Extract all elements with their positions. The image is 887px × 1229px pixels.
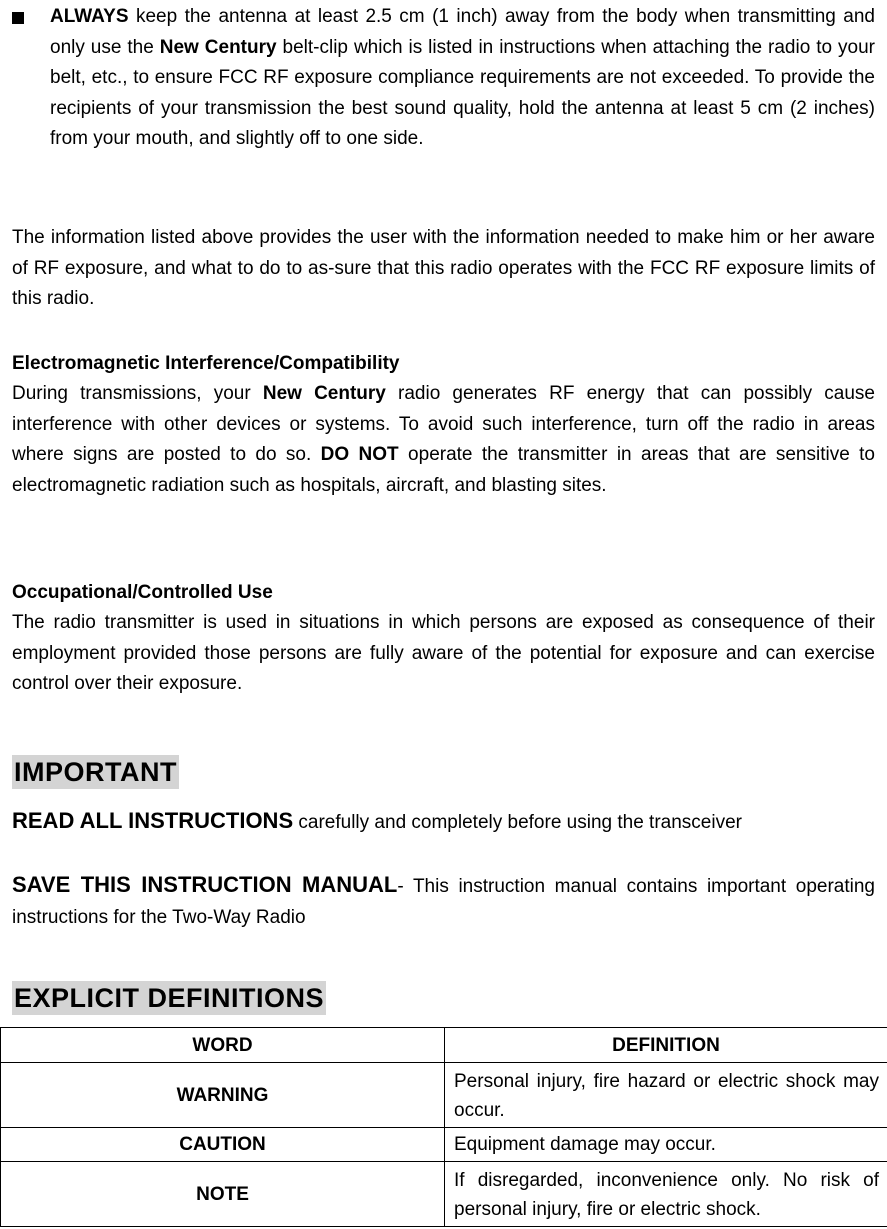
read-instructions-line: READ ALL INSTRUCTIONS carefully and completely before using the transceiver xyxy=(12,808,742,833)
occupational-heading: Occupational/Controlled Use xyxy=(12,582,273,603)
table-row xyxy=(1,1128,887,1162)
definition-cell: Personal injury, fire hazard or electric shock may occur. xyxy=(445,1063,887,1128)
antenna-bullet xyxy=(12,2,875,155)
occupational-section xyxy=(12,578,875,700)
definitions-section xyxy=(12,981,875,1015)
brand-name: New Century xyxy=(159,36,277,58)
definition-cell: If disregarded, inconvenience only. No risk of personal injury, fire or electric shock. xyxy=(445,1162,887,1227)
word-cell: WARNING xyxy=(1,1063,445,1128)
do-not-emphasis: DO NOT xyxy=(320,444,399,465)
table-header-row xyxy=(1,1028,887,1063)
important-heading: IMPORTANT xyxy=(14,757,177,787)
definition-cell: Equipment damage may occur. xyxy=(445,1128,887,1162)
table-row xyxy=(1,1162,887,1227)
emi-heading: Electromagnetic Interference/Compatibility xyxy=(12,353,400,374)
square-bullet-icon xyxy=(12,12,24,24)
table-row xyxy=(1,1063,887,1128)
emi-section xyxy=(12,349,875,501)
word-cell: CAUTION xyxy=(1,1128,445,1162)
definitions-heading: EXPLICIT DEFINITIONS xyxy=(14,983,325,1013)
always-lead: ALWAYS xyxy=(50,6,129,27)
important-section xyxy=(12,755,875,789)
info-paragraph: The information listed above provides the user with the information needed to make him or her aware of RF exposure, and what to do to as-sure that this radio operates with the FCC RF exposure limits of this radio. xyxy=(12,227,875,309)
occupational-paragraph: The radio transmitter is used in situations in which persons are exposed as consequence of their employment provided those persons are fully aware of the potential for exposure and can exercise control over their exposure. xyxy=(12,612,875,694)
emi-paragraph: During transmissions, your New Century radio generates RF energy that can possibly cause interference with other devices or systems. To avoid such interference, turn off the radio in areas where signs are posted to do so. DO NOT operate the transmitter in areas that are sensitive to electromagnetic radiation such as hospitals, aircraft, and blasting sites. xyxy=(12,383,876,496)
antenna-bullet-text: ALWAYS keep the antenna at least 2.5 cm (1 inch) away from the body when transmitting and only use the New Century belt-clip which is listed in instructions when attaching the radio to your belt, etc., to ensure FCC RF exposure compliance requirements are not exceeded. To provide the recipients of your transmission the best sound quality, hold the antenna at least 5 cm (2 inches) from your mouth, and slightly off to one side. xyxy=(50,6,875,149)
brand-name: New Century xyxy=(262,383,386,404)
definitions-table xyxy=(0,1027,887,1227)
column-header-definition: DEFINITION xyxy=(445,1028,887,1063)
column-header-word: WORD xyxy=(1,1028,445,1063)
save-manual-paragraph: SAVE THIS INSTRUCTION MANUAL- This instruction manual contains important operating instructions for the Two-Way Radio xyxy=(12,872,875,928)
word-cell: NOTE xyxy=(1,1162,445,1227)
